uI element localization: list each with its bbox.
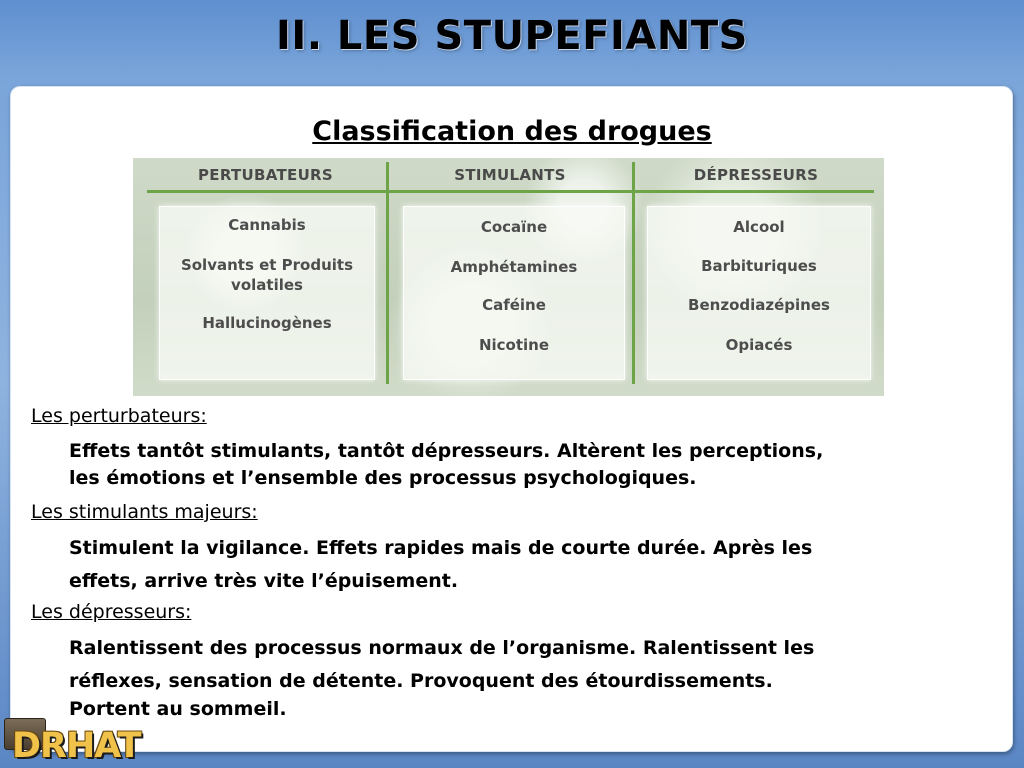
drug-item: Hallucinogènes (202, 314, 332, 332)
section-heading-depresseurs: Les dépresseurs: (31, 601, 192, 623)
drug-item: Opiacés (725, 336, 793, 354)
section-heading-perturbateurs: Les perturbateurs: (31, 405, 207, 427)
figure-header-divider (147, 190, 874, 193)
column-box-depresseurs (647, 206, 871, 380)
drug-item: Cannabis (228, 216, 306, 234)
section-heading-stimulants: Les stimulants majeurs: (31, 501, 258, 523)
text-line: Stimulent la vigilance. Effets rapides mais de courte durée. Après les (69, 537, 813, 559)
drhat-logo (4, 718, 149, 766)
text-line: effets, arrive très vite l’épuisement. (69, 570, 459, 592)
text-line: Portent au sommeil. (69, 698, 287, 720)
figure-column-divider (386, 162, 389, 384)
drug-item: Amphétamines (450, 258, 578, 276)
drug-item: Alcool (733, 218, 785, 236)
text-line: réflexes, sensation de détente. Provoquent des étourdissements. (69, 670, 773, 692)
drug-item: Benzodiazépines (688, 296, 830, 314)
drug-item: Cocaïne (480, 218, 548, 236)
logo-text: DRHAT (12, 726, 141, 766)
slide-subtitle: Classification des drogues (312, 116, 712, 147)
column-box-stimulants (403, 206, 625, 380)
drug-item: Barbituriques (701, 257, 817, 275)
text-line: les émotions et l’ensemble des processus psychologiques. (69, 467, 697, 489)
drug-item: Caféine (482, 296, 546, 314)
column-heading-stimulants: STIMULANTS (454, 166, 566, 184)
section-text-stimulants (69, 532, 989, 598)
figure-column-divider (632, 162, 635, 384)
text-line: Effets tantôt stimulants, tantôt dépresseurs. Altèrent les perceptions, (69, 440, 824, 462)
drug-item: Nicotine (478, 336, 550, 354)
classification-figure (133, 158, 884, 396)
section-text-perturbateurs (69, 438, 989, 492)
slide-title: II. LES STUPEFIANTS (276, 13, 748, 59)
column-heading-depresseurs: DÉPRESSEURS (693, 166, 819, 184)
column-heading-perturbateurs: PERTUBATEURS (197, 166, 334, 184)
section-text-depresseurs (69, 632, 989, 720)
text-line: Ralentissent des processus normaux de l’organisme. Ralentissent les (69, 637, 815, 659)
column-box-perturbateurs (159, 206, 375, 380)
drug-item: Solvants et Produits volatiles (180, 256, 354, 294)
